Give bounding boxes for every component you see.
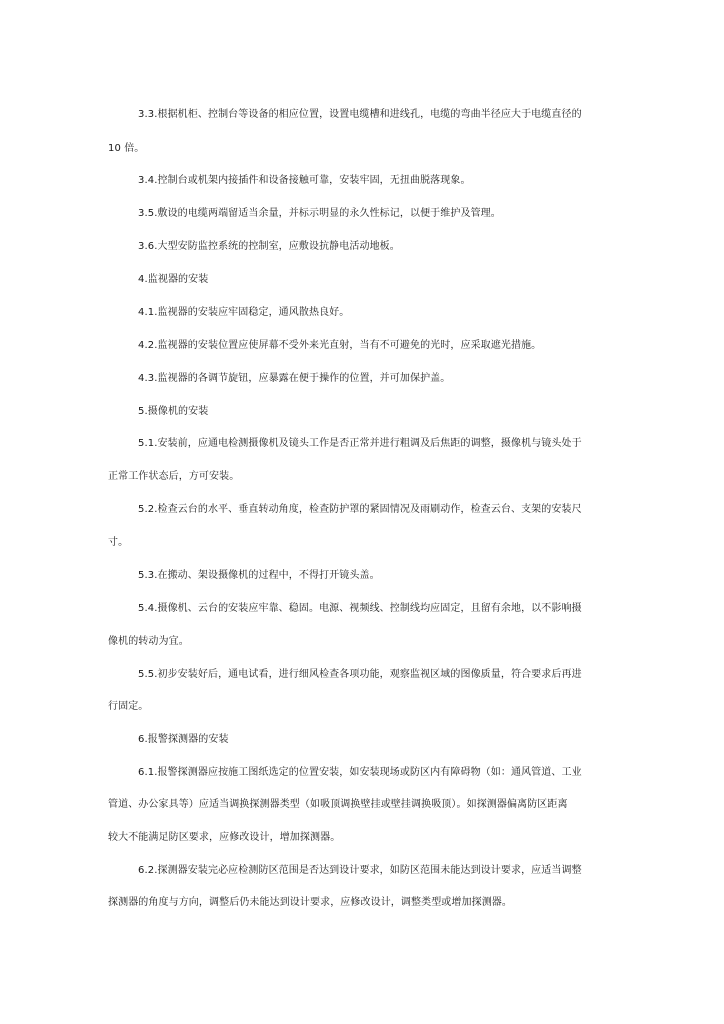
section-heading-6: 6.报警探测器的安装 (138, 734, 229, 745)
paragraph-3-3-line-2: 10 倍。 (108, 143, 145, 154)
paragraph-5-3: 5.3.在搬动、架设摄像机的过程中，不得打开镜头盖。 (138, 570, 380, 581)
paragraph-6-2-line-2: 探测器的角度与方向，调整后仍未能达到设计要求，应修改设计，调整类型或增加探测器。 (108, 897, 512, 908)
paragraph-3-4: 3.4.控制台或机架内接插件和设备接触可靠，安装牢固，无扭曲脱落现象。 (138, 175, 471, 186)
paragraph-5-1-line-1: 5.1.安装前，应通电检测摄像机及镜头工作是否正常并进行粗调及后焦距的调整，摄像机与镜头处于 (138, 438, 582, 449)
section-heading-4: 4.监视器的安装 (138, 274, 209, 285)
paragraph-5-2-line-2: 寸。 (108, 537, 129, 548)
paragraph-6-2-line-1: 6.2.探测器安装完必应检测防区范围是否达到设计要求，如防区范围未能达到设计要求，应适当调整 (138, 865, 582, 876)
paragraph-6-1-line-1: 6.1.报警探测器应按施工图纸选定的位置安装，如安装现场或防区内有障碍物（如：通风管道、工业 (138, 767, 582, 778)
paragraph-5-4-line-1: 5.4.摄像机、云台的安装应牢靠、稳固。电源、视频线、控制线均应固定，且留有余地，以不影响摄 (138, 603, 582, 614)
paragraph-4-2: 4.2.监视器的安装位置应使屏幕不受外来光直射，当有不可避免的光时，应采取遮光措施。 (138, 340, 542, 351)
paragraph-4-1: 4.1.监视器的安装应牢固稳定，通风散热良好。 (138, 307, 350, 318)
paragraph-5-1-line-2: 正常工作状态后，方可安装。 (108, 471, 240, 482)
paragraph-6-1-line-3: 较大不能满足防区要求，应修改设计，增加探测器。 (108, 832, 341, 843)
paragraph-5-5-line-1: 5.5.初步安装好后，通电试看，进行细风检查各项功能，观察监视区域的图像质量，符合要求后再进 (138, 669, 582, 680)
paragraph-3-6: 3.6.大型安防监控系统的控制室，应敷设抗静电活动地板。 (138, 241, 400, 252)
paragraph-5-2-line-1: 5.2.检查云台的水平、垂直转动角度，检查防护罩的紧固情况及雨刷动作，检查云台、支架的安装尺 (138, 504, 582, 515)
paragraph-5-5-line-2: 行固定。 (108, 701, 149, 712)
paragraph-3-5: 3.5.敷设的电缆两端留适当余量，并标示明显的永久性标记，以便于维护及管理。 (138, 208, 501, 219)
paragraph-4-3: 4.3.监视器的各调节旋钮，应暴露在便于操作的位置，并可加保护盖。 (138, 373, 451, 384)
paragraph-6-1-line-2: 管道、办公家具等）应适当调换探测器类型（如吸顶调换壁挂或壁挂调换吸顶）。如探测器偏离防区距离 (108, 799, 568, 810)
section-heading-5: 5.摄像机的安装 (138, 406, 209, 417)
paragraph-3-3-line-1: 3.3.根据机柜、控制台等设备的相应位置，设置电缆槽和进线孔，电缆的弯曲半径应大于电缆直径的 (138, 109, 582, 120)
paragraph-5-4-line-2: 像机的转动为宜。 (108, 636, 189, 647)
